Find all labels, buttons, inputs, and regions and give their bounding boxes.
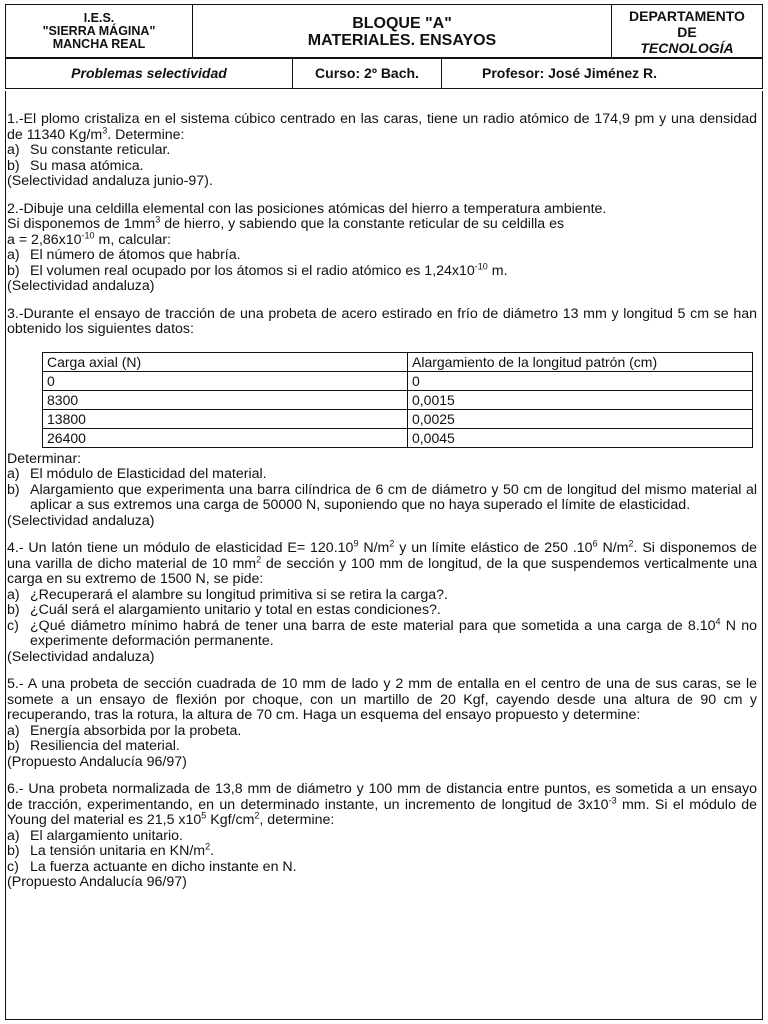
list-marker: a) — [7, 466, 20, 482]
list-item — [7, 615, 757, 650]
superscript: 2 — [389, 538, 395, 549]
text-fragment: de sección y 100 mm de longitud, de la que suspendemos verticalmente una carga en su extremo de 1500 N, se pide: — [7, 555, 757, 587]
problem-text: Determinar: — [7, 450, 82, 467]
table-row — [43, 428, 753, 447]
table-cell: 0 — [43, 371, 408, 390]
table-row — [43, 390, 753, 409]
table-header-row — [43, 352, 753, 371]
table-cell: 0,0015 — [408, 390, 753, 409]
list-marker: b) — [7, 843, 20, 859]
school-line: MANCHA REAL — [52, 37, 146, 51]
subject-label: Problemas selectividad — [6, 58, 293, 89]
list-text — [30, 841, 757, 860]
list-item — [7, 588, 757, 604]
list-marker: a) — [7, 142, 20, 158]
problem-text — [7, 538, 757, 588]
text-fragment: 4.- Un latón tiene un módulo de elasticidad E= 120.10 — [7, 540, 354, 556]
table-cell: 0,0045 — [408, 428, 753, 447]
problem-source: (Selectividad andaluza junio-97). — [7, 173, 213, 189]
problem-2 — [7, 202, 757, 295]
text-fragment: a = 2,86x10 — [7, 231, 82, 248]
problem-text — [7, 112, 757, 143]
list-item — [7, 260, 757, 280]
text-fragment: 6.- Una probeta normalizada de 13,8 mm de diámetro y 100 mm de distancia entre puntos, es sometida a un ensayo de tracción, experimentando, en un determinado instante, un incremento de longitud de 3x10 — [7, 781, 757, 813]
list-text: Resiliencia del material. — [30, 738, 180, 754]
text-fragment: ¿Qué diámetro mínimo habrá de tener una barra de este material para que sometida a una carga de 8.10 — [30, 617, 716, 634]
data-table — [42, 352, 753, 448]
list-item — [7, 739, 757, 755]
superscript: 2 — [254, 810, 260, 821]
text-fragment: Si disponemos de 1mm — [7, 216, 156, 232]
department-cell — [612, 5, 763, 59]
problem-5 — [7, 677, 757, 770]
list-item — [7, 248, 757, 264]
superscript: -10 — [474, 260, 488, 271]
list-marker: b) — [7, 262, 20, 279]
text-fragment: 1.-El plomo cristaliza en el sistema cúbico centrado en las caras, tiene un radio atómico de 174,9 pm y una densidad de 11340 Kg/m — [7, 111, 757, 143]
superscript: 3 — [155, 214, 161, 225]
list-item — [7, 143, 757, 159]
list-marker: a) — [7, 586, 20, 603]
list-item — [7, 860, 757, 876]
teacher-label: Profesor: José Jiménez R. — [442, 58, 763, 89]
block-title: BLOQUE "A" — [352, 14, 452, 32]
table-cell: 13800 — [43, 409, 408, 428]
problem-text: 3.-Durante el ensayo de tracción de una probeta de acero estirado en frío de diámetro 13 mm y longitud 5 cm se han obtenido los siguientes datos: — [7, 305, 757, 337]
text-fragment: . Determine: — [107, 126, 185, 143]
text-fragment: La tensión unitaria en KN/m — [30, 843, 206, 859]
subheader-table — [5, 57, 763, 89]
problem-4 — [7, 538, 757, 665]
school-line: "SIERRA MÁGINA" — [42, 24, 156, 38]
problem-text — [7, 214, 757, 233]
table-cell: 0,0025 — [408, 409, 753, 428]
superscript: -10 — [81, 229, 95, 240]
list-text: ¿Recuperará el alambre su longitud primitiva si se retira la carga?. — [30, 586, 448, 603]
school-line: I.E.S. — [83, 11, 115, 25]
text-fragment: Kgf/cm — [206, 812, 255, 828]
problem-source: (Selectividad andaluza) — [7, 648, 155, 665]
text-fragment: N/m — [358, 540, 390, 556]
problems-content — [7, 112, 757, 903]
list-marker: b) — [7, 157, 20, 174]
table-header: Carga axial (N) — [43, 352, 408, 371]
block-subtitle: MATERIALES. ENSAYOS — [307, 31, 497, 49]
list-text: Su constante reticular. — [30, 142, 171, 158]
problem-text: 5.- A una probeta de sección cuadrada de 10 mm de lado y 2 mm de entalla en el centro de una de sus caras, se le somete a un ensayo de flexión por choque, con un martillo de 20 Kgf, cayendo desde una altura de 90 cm y recuperando, tras la rotura, la altura de 70 cm. Haga un esquema del ensayo propuesto y determine: — [7, 676, 757, 723]
block-title-cell — [193, 5, 612, 59]
table-cell: 8300 — [43, 390, 408, 409]
text-fragment: mm. Si el módulo de Young del material es 21,5 x10 — [7, 796, 757, 828]
list-item — [7, 829, 757, 845]
list-item — [7, 483, 757, 514]
list-marker: b) — [7, 602, 20, 618]
table-cell: 26400 — [43, 428, 408, 447]
problem-source: (Propuesto Andalucía 96/97) — [7, 753, 187, 770]
superscript: 2 — [205, 841, 211, 852]
department-line: DE — [677, 23, 697, 40]
table-header: Alargamiento de la longitud patrón (cm) — [408, 352, 753, 371]
superscript: 3 — [102, 124, 108, 135]
list-item — [7, 159, 757, 175]
superscript: 2 — [256, 553, 262, 564]
superscript: 2 — [628, 538, 634, 549]
text-fragment: N no experimente deformación permanente. — [30, 617, 757, 649]
list-text: Energía absorbida por la probeta. — [30, 722, 242, 739]
problem-source: (Propuesto Andalucía 96/97) — [7, 874, 187, 890]
problem-3 — [7, 307, 757, 530]
text-fragment: de hierro, y sabiendo que la constante reticular de su celdilla es — [160, 216, 565, 232]
school-cell — [6, 5, 193, 59]
header-table — [5, 4, 763, 59]
problem-6 — [7, 782, 757, 891]
list-text: El módulo de Elasticidad del material. — [30, 466, 267, 482]
table-cell: 0 — [408, 371, 753, 390]
list-text: Alargamiento que experimenta una barra cilíndrica de 6 cm de diámetro y 50 cm de longitud del mismo material al aplicar a sus extremos una carga de 50000 N, suponiendo que no haya superado el límite de elasticidad. — [30, 481, 757, 513]
superscript: -3 — [608, 794, 617, 805]
text-fragment: m, calcular: — [94, 231, 172, 248]
problem-source: (Selectividad andaluza) — [7, 278, 155, 294]
list-marker: b) — [7, 481, 20, 498]
problem-text — [7, 782, 757, 829]
course-label: Curso: 2º Bach. — [293, 58, 442, 89]
text-fragment: . Si disponemos de una varilla de dicho material de 10 mm — [7, 540, 757, 572]
list-text: ¿Cuál será el alargamiento unitario y total en estas condiciones?. — [30, 602, 441, 618]
superscript: 6 — [592, 538, 598, 549]
list-text: El alargamiento unitario. — [30, 827, 183, 844]
list-text — [30, 615, 757, 650]
text-fragment: , determine: — [259, 812, 335, 828]
list-marker: a) — [7, 722, 20, 739]
problem-1 — [7, 112, 757, 190]
problem-text — [7, 229, 757, 249]
text-fragment: . — [210, 843, 215, 859]
superscript: 5 — [201, 810, 207, 821]
table-row — [43, 371, 753, 390]
text-fragment: N/m — [597, 540, 629, 556]
list-marker: a) — [7, 247, 20, 263]
department-line: TECNOLOGÍA — [640, 39, 734, 56]
table-row — [43, 409, 753, 428]
text-fragment: El volumen real ocupado por los átomos si el radio atómico es 1,24x10 — [30, 262, 475, 279]
list-item — [7, 724, 757, 740]
department-line: DEPARTAMENTO — [629, 7, 745, 24]
list-text: El número de átomos que habría. — [30, 247, 241, 263]
text-fragment: m. — [487, 262, 508, 279]
list-marker: b) — [7, 738, 20, 754]
list-marker: c) — [7, 617, 19, 634]
list-text: La fuerza actuante en dicho instante en N. — [30, 858, 297, 875]
problem-text: 2.-Dibuje una celdilla elemental con las posiciones atómicas del hierro a temperatura ambiente. — [7, 200, 607, 217]
list-text: Su masa atómica. — [30, 157, 144, 174]
problem-source: (Selectividad andaluza) — [7, 512, 155, 529]
superscript: 9 — [353, 538, 359, 549]
text-fragment: y un límite elástico de 250 .10 — [394, 540, 593, 556]
superscript: 4 — [715, 615, 721, 626]
list-item — [7, 841, 757, 860]
list-marker: c) — [7, 858, 19, 875]
list-item — [7, 467, 757, 483]
list-marker: a) — [7, 827, 20, 844]
list-text — [30, 260, 757, 280]
list-item — [7, 603, 757, 619]
